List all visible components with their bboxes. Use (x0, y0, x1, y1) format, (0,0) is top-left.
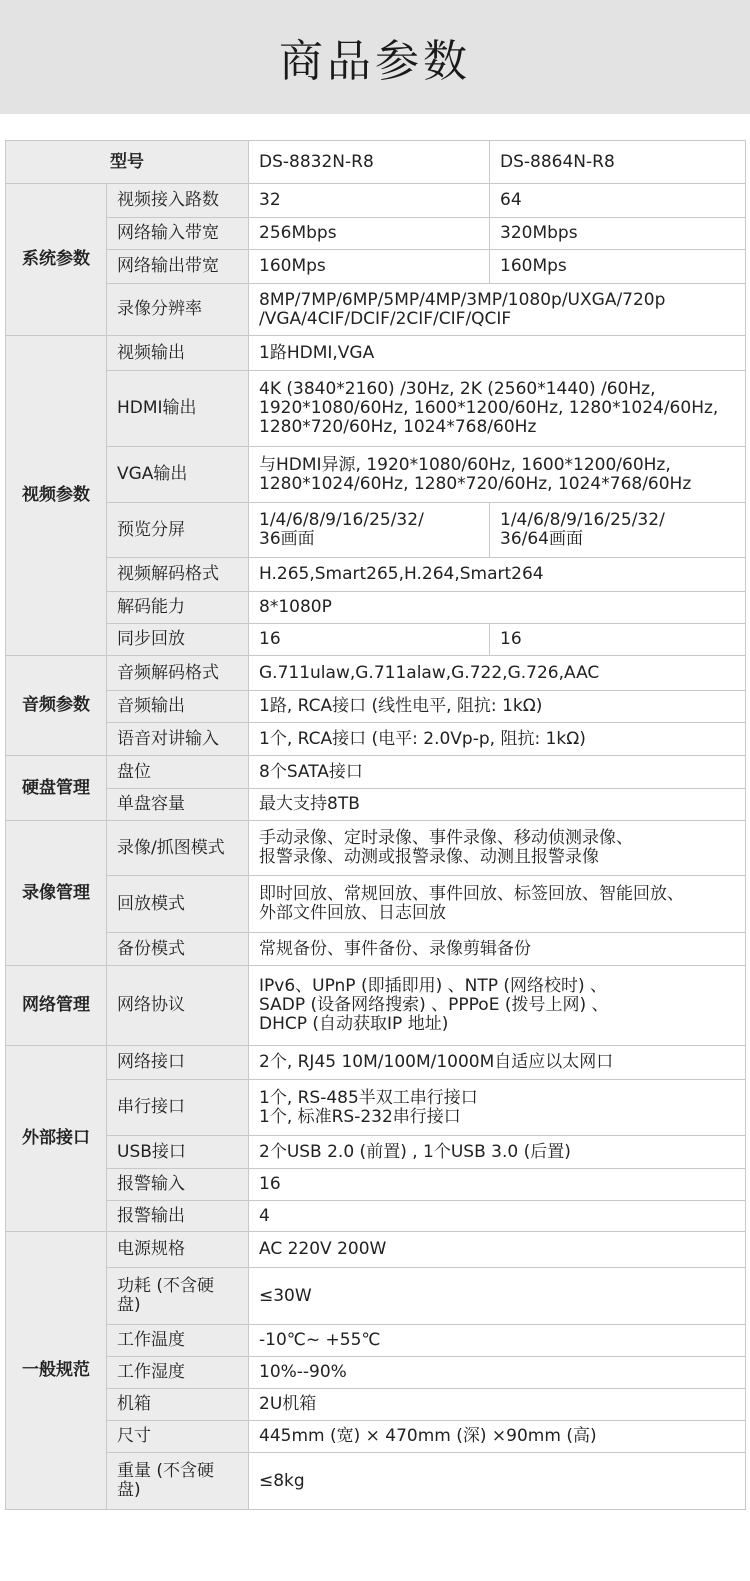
param-label: VGA输出 (107, 447, 249, 503)
table-row (6, 691, 746, 723)
table-row (6, 1232, 746, 1268)
table-row (6, 371, 746, 447)
param-value: 1路HDMI,VGA (249, 336, 746, 371)
param-label: 视频接入路数 (107, 184, 249, 218)
table-row (6, 1080, 746, 1136)
param-value: 1路, RCA接口 (线性电平, 阻抗: 1kΩ) (249, 691, 746, 723)
param-value: 256Mbps (249, 218, 490, 250)
param-value: 8个SATA接口 (249, 756, 746, 789)
table-row (6, 821, 746, 876)
group-name: 系统参数 (6, 184, 107, 336)
param-value: 4K (3840*2160) /30Hz, 2K (2560*1440) /60Hz, 1920*1080/60Hz, 1600*1200/60Hz, 1280*1024/60Hz, 1280*720/60Hz, 1024*768/60Hz (249, 371, 746, 447)
param-label: 备份模式 (107, 933, 249, 966)
group-name: 录像管理 (6, 821, 107, 966)
param-value: 手动录像、定时录像、事件录像、移动侦测录像、 报警录像、动测或报警录像、动测且报警录像 (249, 821, 746, 876)
table-row (6, 284, 746, 336)
param-value: 即时回放、常规回放、事件回放、标签回放、智能回放、 外部文件回放、日志回放 (249, 876, 746, 933)
param-label: 机箱 (107, 1389, 249, 1421)
table-row (6, 447, 746, 503)
param-value: 8*1080P (249, 592, 746, 624)
param-value: 16 (249, 1169, 746, 1201)
model-name: DS-8864N-R8 (490, 141, 746, 184)
param-value: IPv6、UPnP (即插即用) 、NTP (网络校时) 、 SADP (设备网络搜索) 、PPPoE (拨号上网) 、 DHCP (自动获取IP 地址) (249, 966, 746, 1046)
param-value: H.265,Smart265,H.264,Smart264 (249, 558, 746, 592)
param-value: 32 (249, 184, 490, 218)
param-value: 10%--90% (249, 1357, 746, 1389)
table-row (6, 723, 746, 756)
param-value: 160Mps (249, 250, 490, 284)
param-value: 445mm (宽) × 470mm (深) ×90mm (高) (249, 1421, 746, 1453)
param-label: 网络协议 (107, 966, 249, 1046)
group-name: 网络管理 (6, 966, 107, 1046)
param-value: ≤8kg (249, 1453, 746, 1510)
table-row (6, 624, 746, 656)
param-value: 16 (490, 624, 746, 656)
table-row (6, 1169, 746, 1201)
param-value: 2个, RJ45 10M/100M/1000M自适应以太网口 (249, 1046, 746, 1080)
param-value: 64 (490, 184, 746, 218)
table-row (6, 503, 746, 558)
table-row (6, 966, 746, 1046)
param-label: 录像分辨率 (107, 284, 249, 336)
param-label: 网络接口 (107, 1046, 249, 1080)
table-row (6, 250, 746, 284)
param-label: USB接口 (107, 1136, 249, 1169)
param-label: 电源规格 (107, 1232, 249, 1268)
param-label: 重量 (不含硬 盘) (107, 1453, 249, 1510)
param-label: 盘位 (107, 756, 249, 789)
group-name: 硬盘管理 (6, 756, 107, 821)
param-value: 4 (249, 1201, 746, 1232)
param-label: 语音对讲输入 (107, 723, 249, 756)
param-label: 工作湿度 (107, 1357, 249, 1389)
param-value: 16 (249, 624, 490, 656)
param-value: 1/4/6/8/9/16/25/32/ 36/64画面 (490, 503, 746, 558)
table-row (6, 1046, 746, 1080)
param-label: HDMI输出 (107, 371, 249, 447)
param-label: 报警输出 (107, 1201, 249, 1232)
param-label: 尺寸 (107, 1421, 249, 1453)
param-label: 报警输入 (107, 1169, 249, 1201)
table-row (6, 1357, 746, 1389)
table-row (6, 876, 746, 933)
param-value: 最大支持8TB (249, 789, 746, 821)
param-label: 网络输入带宽 (107, 218, 249, 250)
param-label: 视频输出 (107, 336, 249, 371)
param-value: G.711ulaw,G.711alaw,G.722,G.726,AAC (249, 656, 746, 691)
table-row (6, 1421, 746, 1453)
param-label: 音频输出 (107, 691, 249, 723)
table-row (6, 933, 746, 966)
group-name: 视频参数 (6, 336, 107, 656)
param-value: 8MP/7MP/6MP/5MP/4MP/3MP/1080p/UXGA/720p /VGA/4CIF/DCIF/2CIF/CIF/QCIF (249, 284, 746, 336)
table-row (6, 1453, 746, 1510)
table-row (6, 1268, 746, 1325)
model-label: 型号 (6, 141, 249, 184)
table-row (6, 184, 746, 218)
param-value: 320Mbps (490, 218, 746, 250)
param-label: 工作温度 (107, 1325, 249, 1357)
model-name: DS-8832N-R8 (249, 141, 490, 184)
table-row (6, 1136, 746, 1169)
table-row (6, 218, 746, 250)
group-name: 一般规范 (6, 1232, 107, 1510)
param-value: 1个, RCA接口 (电平: 2.0Vp-p, 阻抗: 1kΩ) (249, 723, 746, 756)
page-title-banner (0, 0, 750, 114)
table-row (6, 1325, 746, 1357)
group-name: 外部接口 (6, 1046, 107, 1232)
param-label: 网络输出带宽 (107, 250, 249, 284)
param-label: 视频解码格式 (107, 558, 249, 592)
table-row (6, 756, 746, 789)
param-value: 常规备份、事件备份、录像剪辑备份 (249, 933, 746, 966)
param-value: AC 220V 200W (249, 1232, 746, 1268)
table-row (6, 336, 746, 371)
table-row (6, 789, 746, 821)
param-label: 音频解码格式 (107, 656, 249, 691)
param-value: 与HDMI异源, 1920*1080/60Hz, 1600*1200/60Hz, 1280*1024/60Hz, 1280*720/60Hz, 1024*768/60Hz (249, 447, 746, 503)
param-label: 串行接口 (107, 1080, 249, 1136)
table-row (6, 656, 746, 691)
table-row (6, 558, 746, 592)
param-label: 功耗 (不含硬 盘) (107, 1268, 249, 1325)
param-label: 录像/抓图模式 (107, 821, 249, 876)
table-row (6, 592, 746, 624)
header-row (6, 141, 746, 184)
param-value: 160Mps (490, 250, 746, 284)
param-value: ≤30W (249, 1268, 746, 1325)
param-label: 回放模式 (107, 876, 249, 933)
group-name: 音频参数 (6, 656, 107, 756)
table-row (6, 1389, 746, 1421)
param-value: -10℃~ +55℃ (249, 1325, 746, 1357)
param-value: 1/4/6/8/9/16/25/32/ 36画面 (249, 503, 490, 558)
page-title: 商品参数 (279, 36, 471, 87)
table-row (6, 1201, 746, 1232)
param-label: 解码能力 (107, 592, 249, 624)
param-value: 1个, RS-485半双工串行接口 1个, 标准RS-232串行接口 (249, 1080, 746, 1136)
param-value: 2个USB 2.0 (前置) , 1个USB 3.0 (后置) (249, 1136, 746, 1169)
param-value: 2U机箱 (249, 1389, 746, 1421)
param-label: 预览分屏 (107, 503, 249, 558)
param-label: 单盘容量 (107, 789, 249, 821)
spec-table (5, 140, 746, 1510)
param-label: 同步回放 (107, 624, 249, 656)
